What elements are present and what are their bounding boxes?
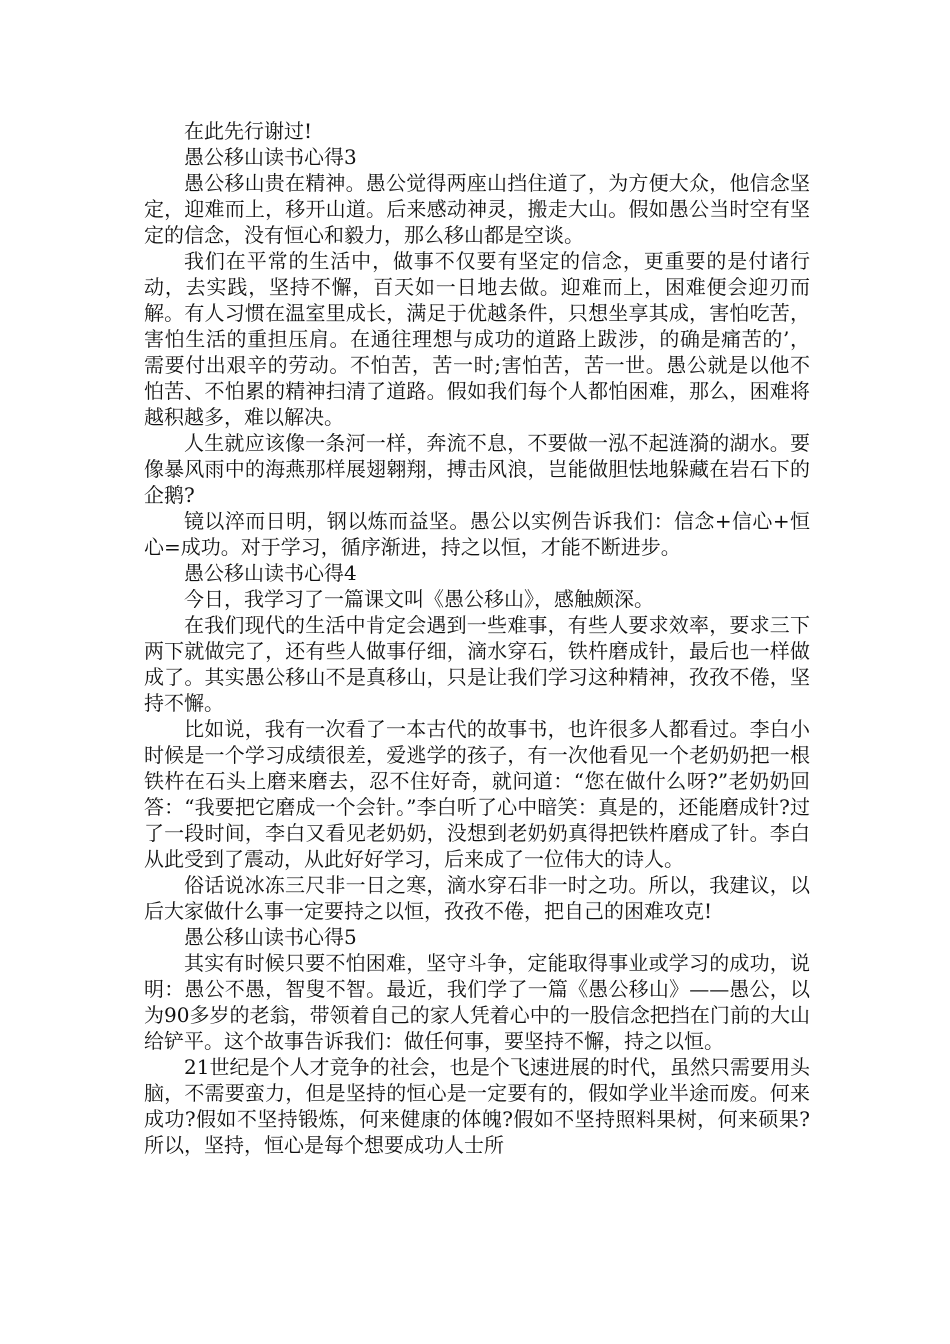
section-heading-3: 愚公移山读书心得3 xyxy=(184,145,357,169)
paragraph-thanks: 在此先行谢过! xyxy=(184,119,313,143)
paragraph: 21世纪是个人才竞争的社会，也是个飞速进展的时代，虽然只需要用头脑，不需要蛮力，但是坚持的恒心是一定要有的，假如学业半途而废。何来成功?假如不坚持锻炼，何来健康的体魄?假如不坚持照料果树，何来硕果?所以，坚持，恒心是每个想要成功人士所 xyxy=(144,1055,810,1157)
section-heading-4: 愚公移山读书心得4 xyxy=(184,561,357,585)
paragraph: 镜以淬而日明，钢以炼而益坚。愚公以实例告诉我们：信念+信心+恒心=成功。对于学习，循序渐进，持之以恒，才能不断进步。 xyxy=(144,509,810,559)
paragraph: 我们在平常的生活中，做事不仅要有坚定的信念，更重要的是付诸行动，去实践，坚持不懈，百天如一日地去做。迎难而上，困难便会迎刃而解。有人习惯在温室里成长，满足于优越条件，只想坐享其成，害怕吃苦，害怕生活的重担压肩。在通往理想与成功的道路上跋涉，的确是痛苦的’，需要付出艰辛的劳动。不怕苦，苦一时;害怕苦，苦一世。愚公就是以他不怕苦、不怕累的精神扫清了道路。假如我们每个人都怕困难，那么，困难将越积越多，难以解决。 xyxy=(144,249,810,429)
paragraph: 比如说，我有一次看了一本古代的故事书，也许很多人都看过。李白小时候是一个学习成绩很差，爱逃学的孩子，有一次他看见一个老奶奶把一根铁杵在石头上磨来磨去，忍不住好奇，就问道：“您在做什么呀?”老奶奶回答：“我要把它磨成一个会针。”李白听了心中暗笑：真是的，还能磨成针?过了一段时间，李白又看见老奶奶，没想到老奶奶真得把铁杵磨成了针。李白从此受到了震动，从此好好学习，后来成了一位伟大的诗人。 xyxy=(144,717,810,871)
paragraph: 俗话说冰冻三尺非一日之寒，滴水穿石非一时之功。所以，我建议，以后大家做什么事一定要持之以恒，孜孜不倦，把自己的困难攻克! xyxy=(144,873,810,923)
paragraph: 人生就应该像一条河一样，奔流不息，不要做一泓不起涟漪的湖水。要像暴风雨中的海燕那样展翅翱翔，搏击风浪，岂能做胆怯地躲藏在岩石下的企鹅? xyxy=(144,431,810,507)
paragraph: 愚公移山贵在精神。愚公觉得两座山挡住道了，为方便大众，他信念坚定，迎难而上，移开山道。后来感动神灵，搬走大山。假如愚公当时空有坚定的信念，没有恒心和毅力，那么移山都是空谈。 xyxy=(144,171,810,247)
section-heading-5: 愚公移山读书心得5 xyxy=(184,925,357,949)
paragraph: 今日，我学习了一篇课文叫《愚公移山》，感触颇深。 xyxy=(184,587,654,611)
paragraph: 其实有时候只要不怕困难，坚守斗争，定能取得事业或学习的成功，说明：愚公不愚，智叟不智。最近，我们学了一篇《愚公移山》——愚公，以为90多岁的老翁，带领着自己的家人凭着心中的一股信念把挡在门前的大山给铲平。这个故事告诉我们：做任何事，要坚持不懈，持之以恒。 xyxy=(144,951,810,1053)
document-body xyxy=(144,118,810,1158)
paragraph: 在我们现代的生活中肯定会遇到一些难事，有些人要求效率，要求三下两下就做完了，还有些人做事仔细，滴水穿石，铁杵磨成针，最后也一样做成了。其实愚公移山不是真移山，只是让我们学习这种精神，孜孜不倦，坚持不懈。 xyxy=(144,613,810,715)
